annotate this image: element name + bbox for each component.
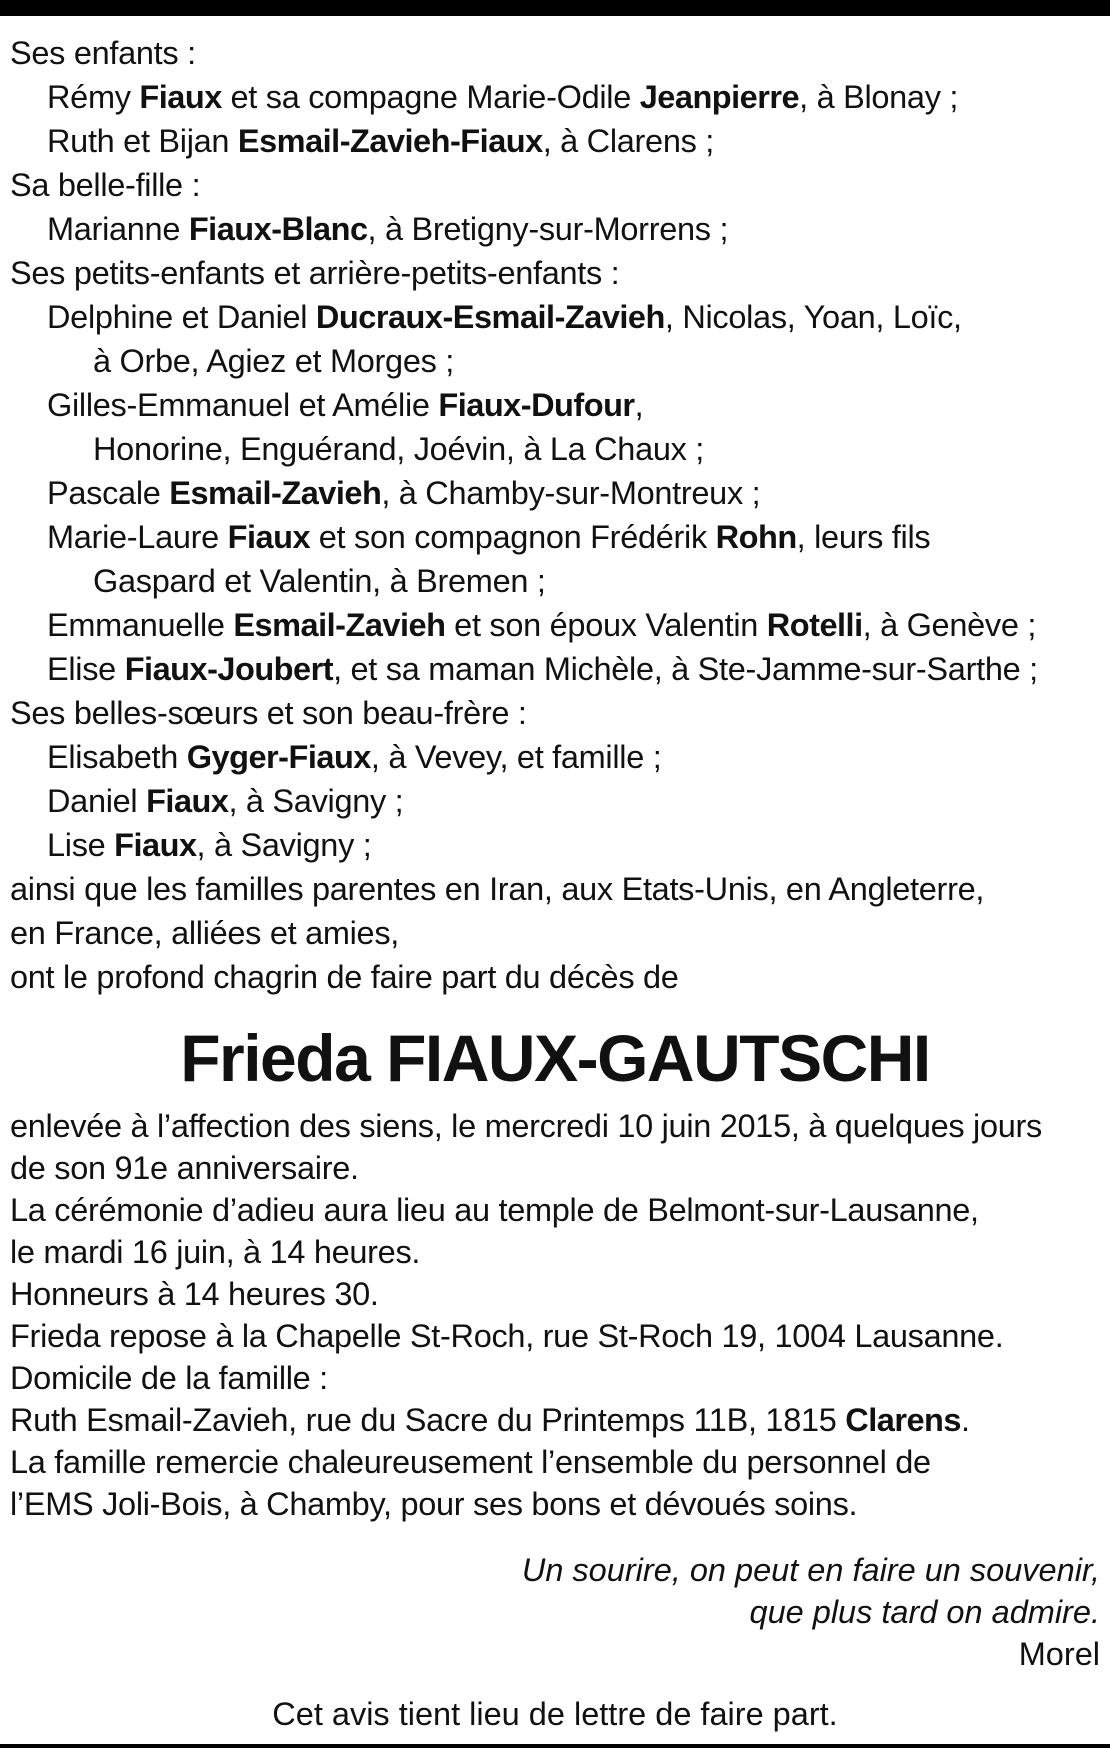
details-line-6: Frieda repose à la Chapelle St-Roch, rue St-Roch 19, 1004 Lausanne.	[10, 1318, 1004, 1354]
grandchild-line-4-cont: Gaspard et Valentin, à Bremen ;	[93, 563, 546, 599]
in-law-line-1: Elisabeth Gyger-Fiaux, à Vevey, et famille ;	[47, 739, 662, 775]
quote-author: Morel	[1018, 1636, 1100, 1672]
closing-line-2: en France, alliées et amies,	[10, 915, 400, 951]
in-law-line-3: Lise Fiaux, à Savigny ;	[47, 827, 372, 863]
details-line-5: Honneurs à 14 heures 30.	[10, 1276, 379, 1312]
grandchild-line-2: Gilles-Emmanuel et Amélie Fiaux-Dufour,	[47, 387, 644, 423]
grandchild-line-4: Marie-Laure Fiaux et son compagnon Frédérik Rohn, leurs fils	[47, 519, 931, 555]
closing-line-1: ainsi que les familles parentes en Iran, aux Etats-Unis, en Angleterre,	[10, 871, 985, 907]
children-heading: Ses enfants :	[10, 35, 196, 71]
daughter-in-law-heading: Sa belle-fille :	[10, 167, 201, 203]
details-line-3: La cérémonie d’adieu aura lieu au temple de Belmont-sur-Lausanne,	[10, 1192, 979, 1228]
details-line-8: Ruth Esmail-Zavieh, rue du Sacre du Printemps 11B, 1815 Clarens.	[10, 1402, 970, 1438]
bottom-rule	[0, 1744, 1110, 1748]
grandchild-line-1: Delphine et Daniel Ducraux-Esmail-Zavieh, Nicolas, Yoan, Loïc,	[47, 299, 962, 335]
daughter-in-law-line: Marianne Fiaux-Blanc, à Bretigny-sur-Morrens ;	[47, 211, 729, 247]
grandchild-line-6: Elise Fiaux-Joubert, et sa maman Michèle, à Ste-Jamme-sur-Sarthe ;	[47, 651, 1038, 687]
details-line-2: de son 91e anniversaire.	[10, 1150, 359, 1186]
details-line-7: Domicile de la famille :	[10, 1360, 328, 1396]
grandchild-line-5: Emmanuelle Esmail-Zavieh et son époux Valentin Rotelli, à Genève ;	[47, 607, 1037, 643]
top-rule	[0, 0, 1110, 16]
child-line-1: Rémy Fiaux et sa compagne Marie-Odile Jeanpierre, à Blonay ;	[47, 79, 959, 115]
footer-note: Cet avis tient lieu de lettre de faire part.	[272, 1696, 838, 1732]
grandchild-line-1-cont: à Orbe, Agiez et Morges ;	[93, 343, 455, 379]
in-laws-heading: Ses belles-sœurs et son beau-frère :	[10, 695, 527, 731]
details-line-10: l’EMS Joli-Bois, à Chamby, pour ses bons et dévoués soins.	[10, 1486, 858, 1522]
quote-line-1: Un sourire, on peut en faire un souvenir,	[521, 1552, 1100, 1588]
closing-line-3: ont le profond chagrin de faire part du décès de	[10, 959, 679, 995]
in-law-line-2: Daniel Fiaux, à Savigny ;	[47, 783, 404, 819]
details-line-4: le mardi 16 juin, à 14 heures.	[10, 1234, 421, 1270]
quote-line-2: que plus tard on admire.	[749, 1594, 1100, 1630]
details-line-1: enlevée à l’affection des siens, le mercredi 10 juin 2015, à quelques jours	[10, 1108, 1043, 1144]
deceased-name: Frieda FIAUX-GAUTSCHI	[180, 1021, 930, 1095]
grandchild-line-2-cont: Honorine, Enguérand, Joévin, à La Chaux ;	[93, 431, 705, 467]
grandchild-line-3: Pascale Esmail-Zavieh, à Chamby-sur-Montreux ;	[47, 475, 761, 511]
details-line-9: La famille remercie chaleureusement l’ensemble du personnel de	[10, 1444, 931, 1480]
child-line-2: Ruth et Bijan Esmail-Zavieh-Fiaux, à Clarens ;	[47, 123, 715, 159]
grandchildren-heading: Ses petits-enfants et arrière-petits-enfants :	[10, 255, 620, 291]
